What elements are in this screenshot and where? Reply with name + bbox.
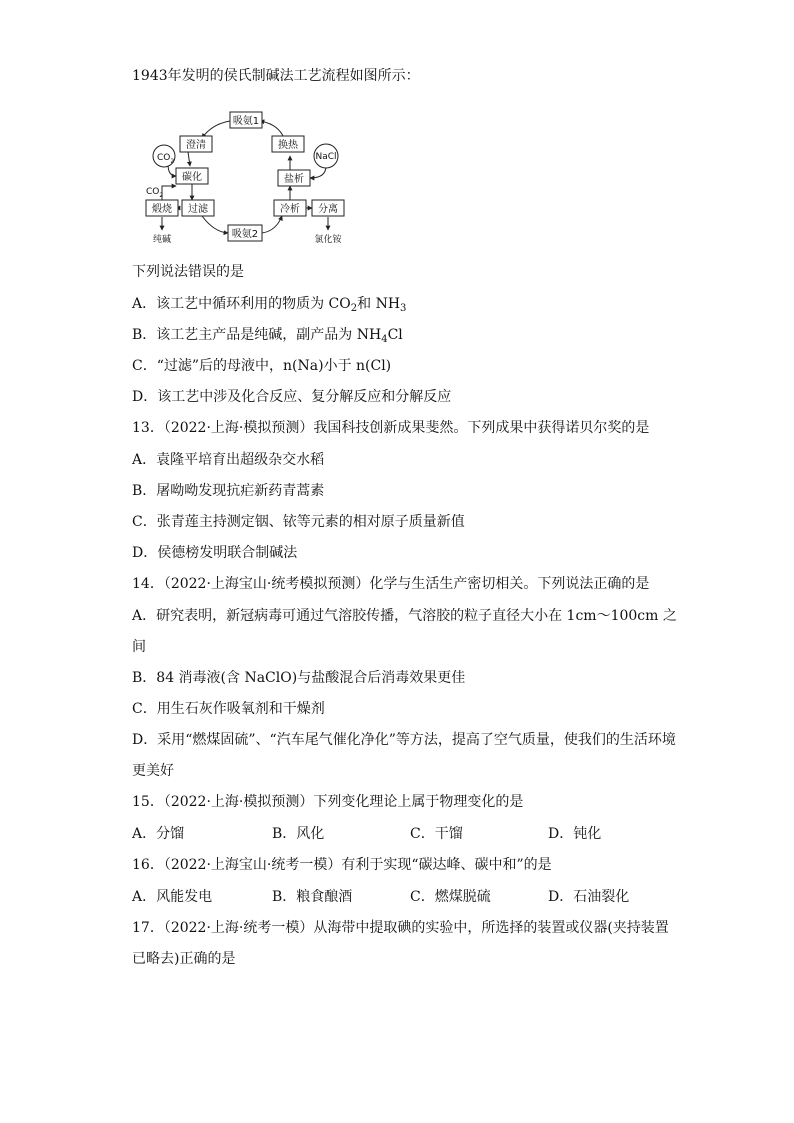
q14-option-a-line1: A．研究表明，新冠病毒可通过气溶胶传播，气溶胶的粒子直径大小在 1cm～100cm 之: [132, 608, 677, 624]
q12-option-d: D．该工艺中涉及化合反应、复分解反应和分解反应: [132, 389, 452, 405]
svg-text:澄清: 澄清: [186, 140, 206, 151]
q14-option-d-line1: D．采用“燃煤固硫”、“汽车尾气催化净化”等方法，提高了空气质量，使我们的生活环境: [132, 732, 676, 748]
q16-option-a: A．风能发电: [132, 889, 213, 905]
nacl-circle-label: NaCl: [315, 152, 337, 162]
q15-option-d: D．钝化: [548, 826, 602, 842]
intro-text: 1943年发明的侯氏制碱法工艺流程如图所示：: [132, 68, 420, 84]
q12-option-c: C．“过滤”后的母液中，n(Na)小于 n(Cl): [132, 358, 392, 374]
svg-text:碳化: 碳化: [182, 172, 202, 183]
q14-option-d-line2: 更美好: [132, 763, 174, 779]
svg-text:吸氨1: 吸氨1: [232, 116, 260, 127]
q14-option-b: B．84 消毒液(含 NaClO)与盐酸混合后消毒效果更佳: [132, 670, 466, 686]
svg-text:换热: 换热: [278, 140, 298, 151]
svg-text:过滤: 过滤: [188, 204, 208, 215]
q12-option-b: B．该工艺主产品是纯碱，副产品为 $NH_4Cl$: [132, 327, 403, 345]
q12-option-a: A．该工艺中循环利用的物质为 $CO_2$和 $NH_3$: [132, 296, 407, 314]
svg-text:煅烧: 煅烧: [152, 204, 172, 215]
q16-option-c: C．燃煤脱硫: [410, 889, 491, 905]
chunjian-label: 纯碱: [152, 235, 172, 245]
q16-option-d: D．石油裂化: [548, 889, 630, 905]
q15-option-b: B．风化: [272, 826, 325, 842]
co2-circle-label: $CO_2$: [157, 153, 175, 165]
q15-option-a: A．分馏: [132, 826, 185, 842]
co2-side-label: $CO_2$: [146, 187, 164, 199]
q13-option-b: B．屠呦呦发现抗疟新药青蒿素: [132, 483, 325, 499]
lvhuaan-label: 氯化铵: [314, 235, 342, 245]
svg-text:吸氨2: 吸氨2: [231, 229, 259, 240]
q13-stem: 13．（2022·上海·模拟预测）我国科技创新成果斐然。下列成果中获得诺贝尔奖的是: [132, 420, 650, 436]
q13-option-a: A．袁隆平培育出超级杂交水稻: [132, 452, 325, 468]
q16-stem: 16．（2022·上海宝山·统考一模）有利于实现“碳达峰、碳中和”的是: [132, 857, 552, 873]
q17-stem-line1: 17．（2022·上海·统考一模）从海带中提取碘的实验中，所选择的装置或仪器(夹持装置: [132, 920, 669, 936]
q12-stem: 下列说法错误的是: [132, 264, 244, 280]
q13-option-c: C．张青莲主持测定铟、铱等元素的相对原子质量新值: [132, 514, 465, 530]
svg-text:分离: 分离: [318, 204, 338, 215]
q16-option-b: B．粮食酿酒: [272, 889, 353, 905]
q17-stem-line2: 已略去)正确的是: [132, 951, 236, 967]
q14-option-c: C．用生石灰作吸氧剂和干燥剂: [132, 701, 325, 717]
q14-option-a-line2: 间: [132, 639, 146, 655]
q15-option-c: C．干馏: [410, 826, 463, 842]
svg-text:冷析: 冷析: [280, 204, 300, 215]
process-flow-diagram: [140, 104, 350, 246]
q14-stem: 14．（2022·上海宝山·统考模拟预测）化学与生活生产密切相关。下列说法正确的是: [132, 576, 650, 592]
q15-stem: 15．（2022·上海·模拟预测）下列变化理论上属于物理变化的是: [132, 794, 524, 810]
svg-text:盐析: 盐析: [284, 174, 304, 185]
q13-option-d: D．侯德榜发明联合制碱法: [132, 545, 298, 561]
